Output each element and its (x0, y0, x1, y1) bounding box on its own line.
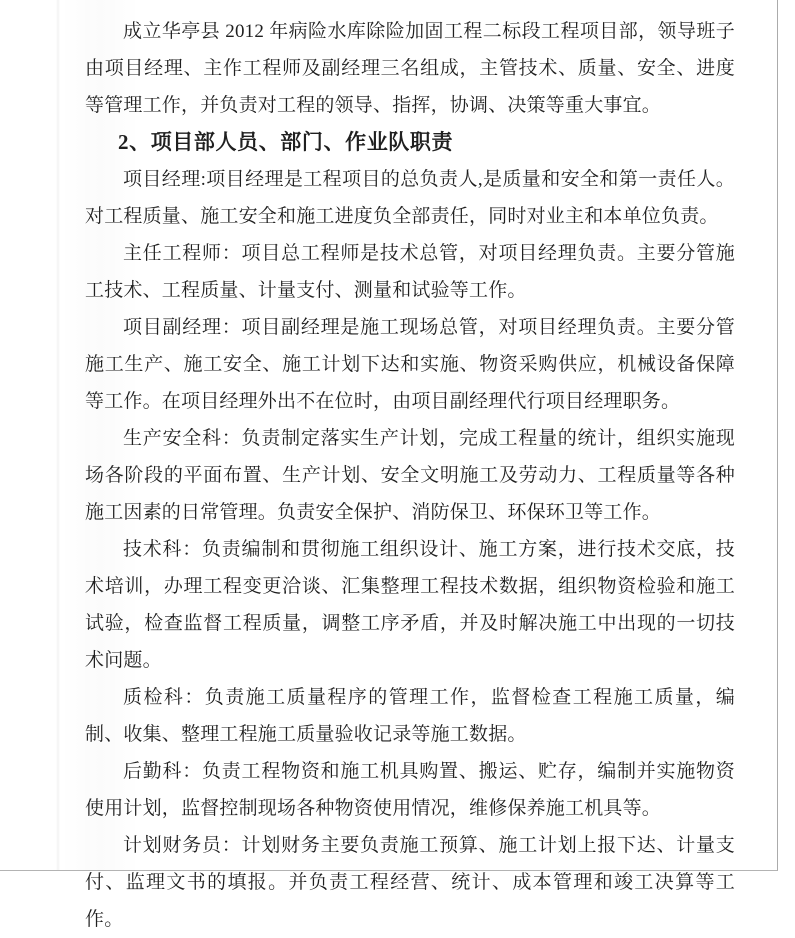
paragraph-project-manager: 项目经理:项目经理是工程项目的总负责人,是质量和安全和第一责任人。对工程质量、施工安全和施工进度负全部责任，同时对业主和本单位负责。 (85, 169, 735, 227)
section-heading-responsibilities: 2、项目部人员、部门、作业队职责 (118, 130, 454, 154)
paragraph-quality-inspection-section: 质检科：负责施工质量程序的管理工作，监督检查工程施工质量，编制、收集、整理工程施工质量验收记录等施工数据。 (85, 687, 735, 745)
paragraph-project-department-intro: 成立华亭县 2012 年病险水库除险加固工程二标段工程项目部，领导班子由项目经理、主作工程师及副经理三名组成，主管技术、质量、安全、进度等管理工作，并负责对工程的领导、指挥，协调、决策等重大事宜。 (85, 21, 735, 116)
paragraph-logistics-section: 后勤科：负责工程物资和施工机具购置、搬运、贮存，编制并实施物资使用计划，监督控制现场各种物资使用情况，维修保养施工机具等。 (85, 761, 735, 819)
paragraph-technology-section: 技术科：负责编制和贯彻施工组织设计、施工方案，进行技术交底，技术培训，办理工程变更洽谈、汇集整理工程技术数据，组织物资检验和施工试验，检查监督工程质量，调整工序矛盾，并及时解决施工中出现的一切技术问题。 (85, 539, 735, 671)
document-text-block (85, 13, 735, 938)
paragraph-planning-finance-officer: 计划财务员：计划财务主要负责施工预算、施工计划上报下达、计量支付、监理文书的填报。并负责工程经营、统计、成本管理和竣工决算等工作。 (85, 835, 735, 930)
paragraph-production-safety-section: 生产安全科：负责制定落实生产计划，完成工程量的统计，组织实施现场各阶段的平面布置、生产计划、安全文明施工及劳动力、工程质量等各种施工因素的日常管理。负责安全保护、消防保卫、环保环卫等工作。 (85, 428, 735, 523)
paragraph-deputy-project-manager: 项目副经理：项目副经理是施工现场总管，对项目经理负责。主要分管施工生产、施工安全、施工计划下达和实施、物资采购供应，机械设备保障等工作。在项目经理外出不在位时，由项目副经理代行项目经理职务。 (85, 317, 735, 412)
paragraph-chief-engineer: 主任工程师：项目总工程师是技术总管，对项目经理负责。主要分管施工技术、工程质量、计量支付、测量和试验等工作。 (85, 243, 735, 301)
